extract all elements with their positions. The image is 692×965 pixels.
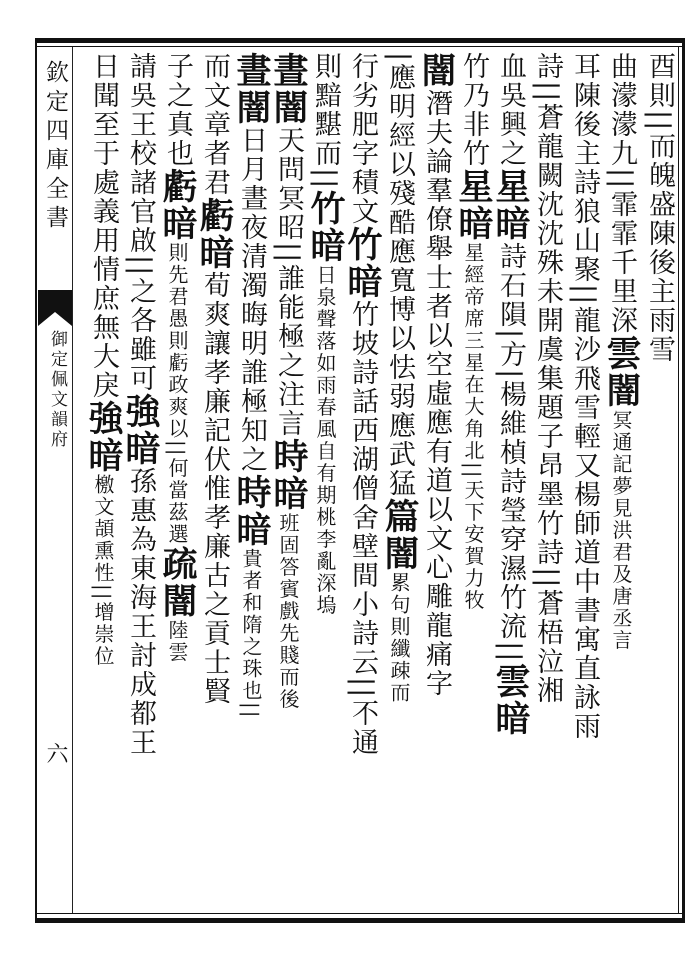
- text-column: [642, 52, 676, 912]
- column-text: 孫惠為東海王討成都王: [125, 467, 156, 758]
- bottom-border-inner: [36, 913, 684, 914]
- column-text: 耳陳後主詩狼山聚||龍沙飛雪輕又楊師道中書寓直詠雨: [569, 52, 600, 742]
- text-column: [490, 52, 531, 912]
- column-text: 文心雕龍痛字: [421, 524, 452, 698]
- annotation-text: 陸雲: [165, 619, 189, 664]
- bottom-border: [36, 918, 684, 923]
- top-border-inner: [36, 46, 684, 47]
- annotation-text: 冥通記夢見洪君及唐丞言: [609, 409, 633, 652]
- column-text: 天問冥昭||誰能極之注言: [273, 126, 304, 439]
- column-text: 行劣肥字積文: [347, 52, 378, 226]
- text-column: [342, 52, 383, 912]
- text-column: [416, 52, 457, 912]
- column-text: 荀爽讓孝廉記伏惟孝廉古之貢士賢: [199, 271, 230, 706]
- text-column: [268, 52, 309, 912]
- text-column: [157, 52, 198, 912]
- column-text: 詩石隕|方|楊維楨詩瑩穿濕竹流||: [495, 242, 526, 664]
- headword: 雲闇: [601, 335, 642, 410]
- text-column: [120, 52, 161, 912]
- text-column: [379, 52, 420, 912]
- column-text: 詩||蒼龍闕沈沈殊未開虞集題子昂墨竹詩||蒼梧泣湘: [532, 52, 563, 706]
- text-column: [567, 52, 601, 912]
- annotation-text: 日泉聲落如雨春風自有期桃李亂深塢: [313, 264, 337, 617]
- column-text: 潛夫論羣僚舉士者以空虛應有道以: [421, 89, 452, 524]
- headword: 闇: [416, 52, 457, 89]
- headword: 疏闇: [157, 545, 198, 620]
- headword: 時暗: [231, 474, 272, 548]
- text-column: [83, 52, 124, 912]
- page-number: 六: [43, 742, 68, 764]
- text-column: [601, 52, 642, 912]
- annotation-text: 則先君愚則虧政爽以||何當茲選: [165, 242, 189, 546]
- headword: 強暗: [120, 393, 161, 468]
- column-text: |應明經以殘酷應寬博以怯弱應武猛: [384, 52, 415, 499]
- book-title: 欽定四庫全書: [42, 60, 68, 234]
- text-column: [305, 52, 346, 912]
- column-text: 則黯黮而||: [310, 52, 341, 191]
- annotation-text: 星經帝席三星在大角北||天下安賀力牧: [461, 242, 485, 612]
- headword: 星暗: [490, 168, 531, 242]
- right-border: [682, 38, 685, 923]
- headword: 虧暗: [157, 168, 198, 242]
- column-text: 血吳興之: [495, 52, 526, 168]
- column-text: 曲濛濛九||霏霏千里深: [606, 52, 637, 336]
- headword: 竹暗: [305, 190, 346, 265]
- column-text: 竹坡詩話西湖僧舍壁間小詩云||不通: [347, 300, 378, 758]
- headword: 竹暗: [342, 226, 383, 300]
- text-column: [453, 52, 494, 912]
- headword: 篇闇: [379, 498, 420, 573]
- top-border: [36, 38, 684, 43]
- column-text: 日月晝夜清濁晦明誰極知之: [236, 126, 267, 474]
- column-text: 酉則||而魄盛陳後主雨雪: [644, 52, 675, 365]
- headword: 時暗: [268, 438, 309, 513]
- annotation-text: 檄文頡熏性||增崇位: [91, 474, 115, 668]
- column-text: 竹乃非竹: [458, 52, 489, 168]
- headword: 晝闇: [268, 52, 309, 126]
- book-subtitle: 御定佩文韻府: [47, 330, 67, 450]
- headword: 晝闇: [231, 52, 272, 126]
- headword: 星暗: [453, 168, 494, 242]
- text-column: [530, 52, 564, 912]
- annotation-text: 貴者和隋之珠也||: [239, 548, 263, 720]
- annotation-text: 班固答賓戲先賤而後: [276, 512, 300, 711]
- headword: 強暗: [83, 400, 124, 474]
- text-column: [194, 52, 235, 912]
- fish-tail-icon: [38, 290, 72, 326]
- headword: 虧暗: [194, 197, 235, 271]
- right-border-inner: [678, 46, 679, 914]
- annotation-text: 累句則纖疎而: [387, 572, 411, 705]
- margin-divider: [72, 47, 73, 913]
- text-column: [231, 52, 272, 912]
- column-text: 而文章者君: [199, 52, 230, 197]
- column-text: 日聞至于處義用情庶無大戾: [88, 52, 119, 400]
- column-text: 請吳王校諸官啟||之各雖可: [125, 52, 156, 394]
- column-text: 子之真也: [162, 52, 193, 168]
- headword: 雲暗: [490, 663, 531, 738]
